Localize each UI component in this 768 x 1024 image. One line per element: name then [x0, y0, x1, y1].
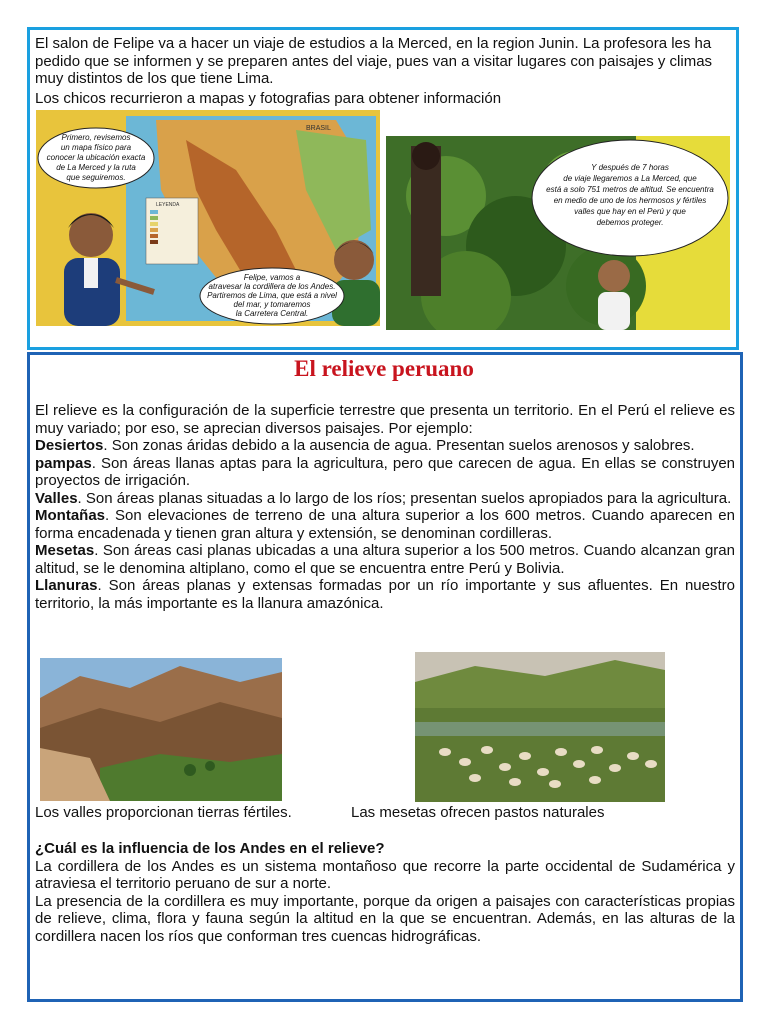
term-desiertos: Desiertos: [35, 437, 104, 454]
svg-text:del mar, y tomaremos: del mar, y tomaremos: [233, 300, 311, 309]
def-valles: . Son áreas planas situadas a lo largo de los ríos; presentan suelos apropiados para la agricultura.: [77, 489, 732, 507]
valley-photo: [40, 658, 282, 801]
svg-text:valles que hay en el Perú y qu: valles que hay en el Perú y que: [574, 207, 686, 216]
term-pampas: pampas: [35, 454, 92, 472]
term-llanuras: Llanuras: [35, 577, 98, 594]
map-label-brasil: BRASIL: [306, 125, 331, 132]
svg-text:de viaje llegaremos a La Merce: de viaje llegaremos a La Merced, que: [563, 174, 697, 183]
relief-intro: El relieve es la configuración de la superficie terrestre que presenta un territorio. En el Perú el relieve es muy variado; por eso, se aprecian diversos paisajes. Por ejemplo:: [35, 402, 735, 437]
relief-text: [35, 402, 735, 612]
andes-paragraph-1: La cordillera de los Andes es un sistema montañoso que recorre la parte occidental de Sudamérica y atraviesa el territorio peruano de sur a norte.: [35, 857, 735, 892]
svg-text:atravesar la cordillera de los: atravesar la cordillera de los Andes.: [208, 282, 336, 291]
svg-text:está a solo 751 metros de alti: está a solo 751 metros de altitud. Se encuentra: [546, 185, 714, 194]
svg-text:en medio de uno de los hermoso: en medio de uno de los hermosos y fértiles: [553, 196, 707, 205]
svg-text:un mapa físico para: un mapa físico para: [60, 143, 132, 152]
def-mesetas: . Son áreas casi planas ubicadas a una altura superior a los 500 metros. Cuando alcanzan gran altitud, se le denomina altiplano, como el que se encuentra entre Perú y Bolivia.: [35, 542, 735, 577]
andes-question: ¿Cuál es la influencia de los Andes en el relieve?: [35, 840, 385, 857]
section-title: El relieve peruano: [294, 356, 474, 381]
def-pampas: . Son áreas llanas aptas para la agricultura, pero que carecen de agua. En ellas se construyen proyectos de irrigación.: [35, 454, 735, 489]
andes-section: [35, 840, 735, 945]
term-valles: Valles: [35, 489, 78, 507]
def-desiertos: . Son zonas áridas debido a la ausencia de agua. Presentan suelos arenosos y salobres.: [103, 437, 695, 454]
svg-text:debemos proteger.: debemos proteger.: [596, 218, 664, 227]
svg-text:conocer la ubicación exacta: conocer la ubicación exacta: [46, 153, 146, 162]
svg-text:Partiremos de Lima, que está a: Partiremos de Lima, que está a nivel: [207, 291, 337, 300]
def-montanas: . Son elevaciones de terreno de una altura superior a los 600 metros. Cuando aparecen en forma encadenada y tienen gran altura y extensión, se denominan cordilleras.: [35, 507, 735, 542]
svg-text:que seguiremos.: que seguiremos.: [66, 173, 126, 182]
intro-paragraph: El salon de Felipe va a hacer un viaje de estudios a la Merced, en la region Junin. La profesora les ha pedido que se informen y se preparen antes del viaje, pues van a visitar lugares con paisajes y climas muy distintos de los que tiene Lima.: [35, 35, 713, 87]
term-montanas: Montañas: [35, 507, 106, 524]
forest-illustration: [386, 136, 730, 330]
valley-caption: Los valles proporcionan tierras fértiles.: [35, 804, 292, 821]
svg-text:de La Merced y la ruta: de La Merced y la ruta: [56, 163, 136, 172]
svg-text:Y después de 7 horas: Y después de 7 horas: [591, 163, 669, 172]
plateau-photo: [415, 652, 665, 802]
andes-paragraph-2: La presencia de la cordillera es muy importante, porque da origen a paisajes con características propias de relieve, clima, flora y fauna según la altitud en la que se encuentran. Además, en las alturas de la cordillera nacen los ríos que conforman tres cuencas hidrográficas.: [35, 892, 735, 945]
svg-text:Primero, revisemos: Primero, revisemos: [61, 133, 131, 142]
map-legend-title: LEYENDA: [156, 202, 180, 208]
term-mesetas: Mesetas: [35, 542, 95, 559]
map-illustration: [36, 110, 380, 326]
def-llanuras: . Son áreas planas y extensas formadas por un río importante y sus afluentes. En nuestro territorio, la más importante es la llanura amazónica.: [35, 577, 735, 612]
intro-paragraph-2: Los chicos recurrieron a mapas y fotografias para obtener información: [35, 90, 502, 107]
plateau-caption: Las mesetas ofrecen pastos naturales: [351, 804, 605, 821]
svg-text:Felipe, vamos a: Felipe, vamos a: [243, 273, 301, 282]
svg-text:la Carretera Central.: la Carretera Central.: [235, 309, 309, 318]
